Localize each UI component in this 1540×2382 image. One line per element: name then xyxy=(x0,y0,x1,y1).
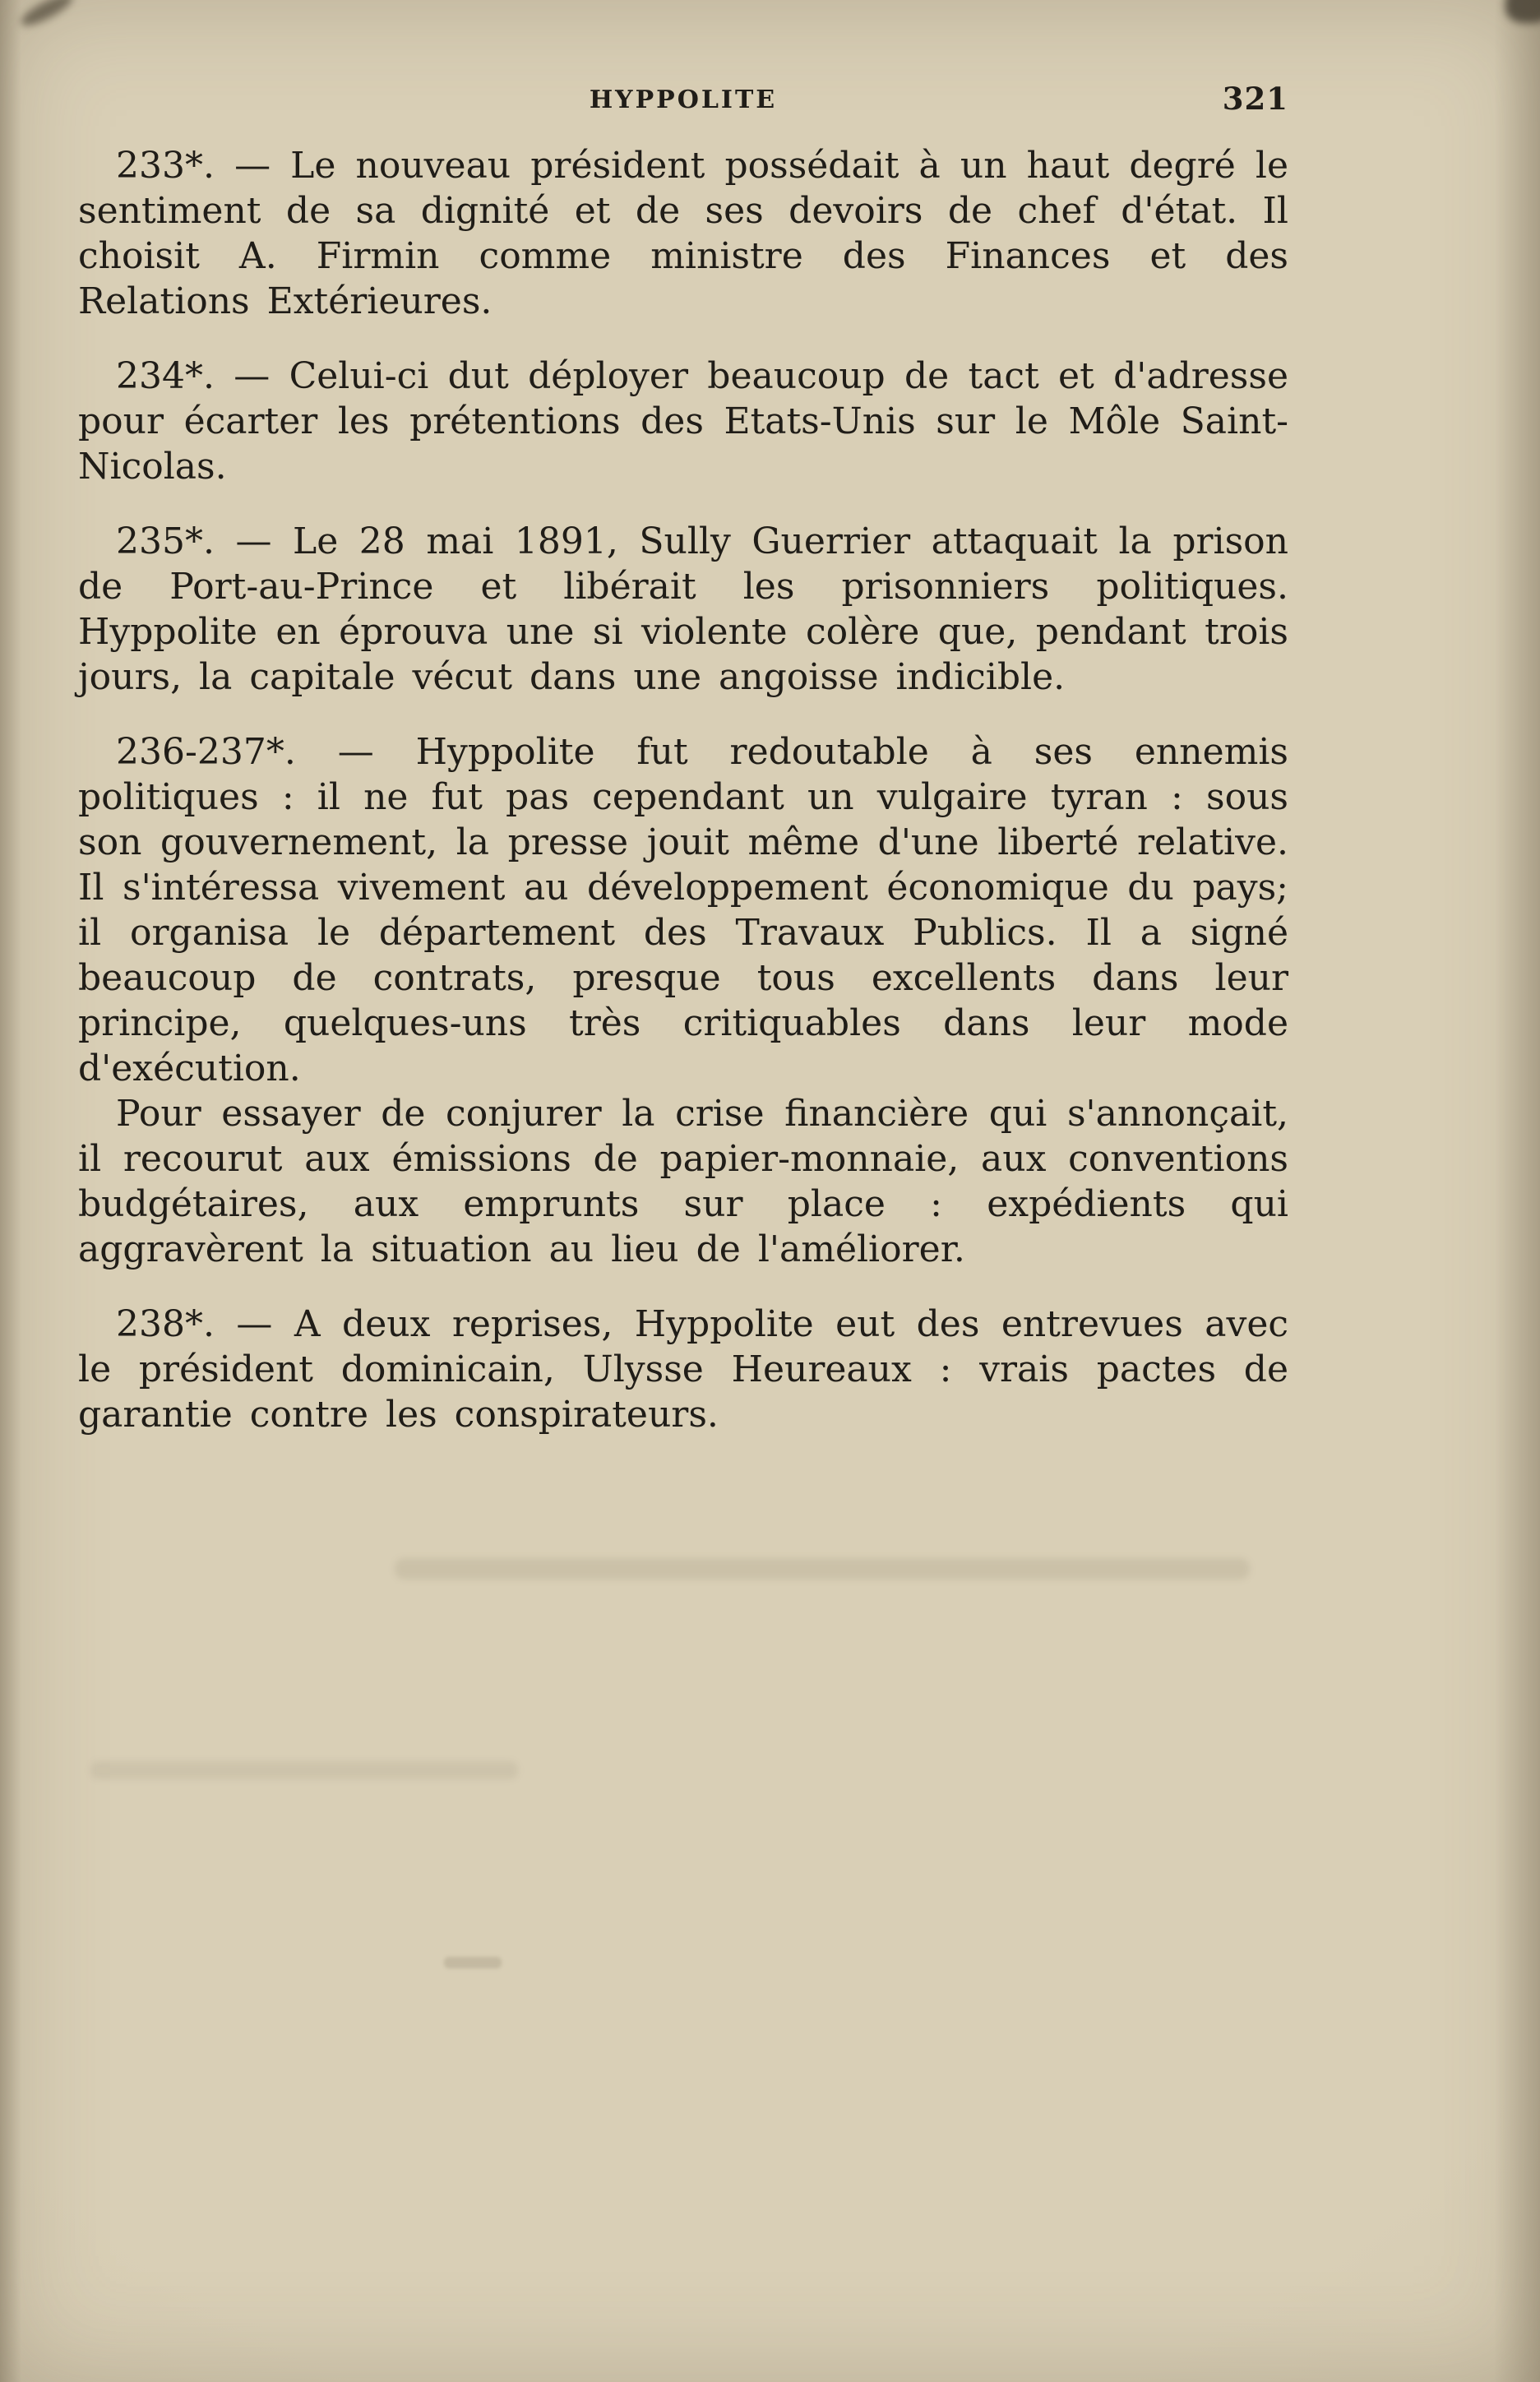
text-block xyxy=(78,143,1288,1437)
paragraph: Pour essayer de conjurer la crise financière qui s'annonçait, il recourut aux émissions de papier-monnaie, aux conventions budgétaires, aux emprunts sur place : expédients qui aggravèrent la situation au lieu de l'améliorer. xyxy=(78,1093,1288,1270)
scan-edge-shadow-right xyxy=(1494,0,1540,2382)
paragraph: 233*. — Le nouveau président possédait à un haut degré le sentiment de sa dignité et de ses devoirs de chef d'état. Il choisit A. Firmin comme ministre des Finances et des Relations Extérieures. xyxy=(78,145,1288,322)
bleed-through-mark xyxy=(395,1558,1250,1580)
page-header xyxy=(78,81,1288,122)
running-head: HYPPOLITE xyxy=(589,86,778,114)
paragraph: 234*. — Celui-ci dut déployer beaucoup de tact et d'adresse pour écarter les prétentions des Etats-Unis sur le Môle Saint-Nicolas. xyxy=(78,355,1288,488)
paragraph: 235*. — Le 28 mai 1891, Sully Guerrier attaquait la prison de Port-au-Prince et libérait les prisonniers politiques. Hyppolite en éprouva une si violente colère que, pendant trois jours, la capitale vécut dans une angoisse indicible. xyxy=(78,520,1288,698)
paragraph: 236-237*. — Hyppolite fut redoutable à ses ennemis politiques : il ne fut pas cependant un vulgaire tyran : sous son gouvernement, la presse jouit même d'une liberté relative. Il s'intéressa vivement au développement économique du pays; il organisa le département des Travaux Publics. Il a signé beaucoup de contrats, presque tous excellents dans leur principe, quelques-uns très critiquables dans leur mode d'exécution. xyxy=(78,731,1288,1089)
scan-edge-shadow-left xyxy=(0,0,21,2382)
page-number: 321 xyxy=(1222,81,1288,117)
bleed-through-mark xyxy=(444,1957,502,1968)
scan-stain-top-left xyxy=(17,0,76,30)
paragraph: 238*. — A deux reprises, Hyppolite eut des entrevues avec le président dominicain, Ulysse Heureaux : vrais pactes de garantie contre les conspirateurs. xyxy=(78,1303,1288,1436)
scan-stain-top-right xyxy=(1505,0,1540,23)
bleed-through-mark xyxy=(90,1761,518,1779)
